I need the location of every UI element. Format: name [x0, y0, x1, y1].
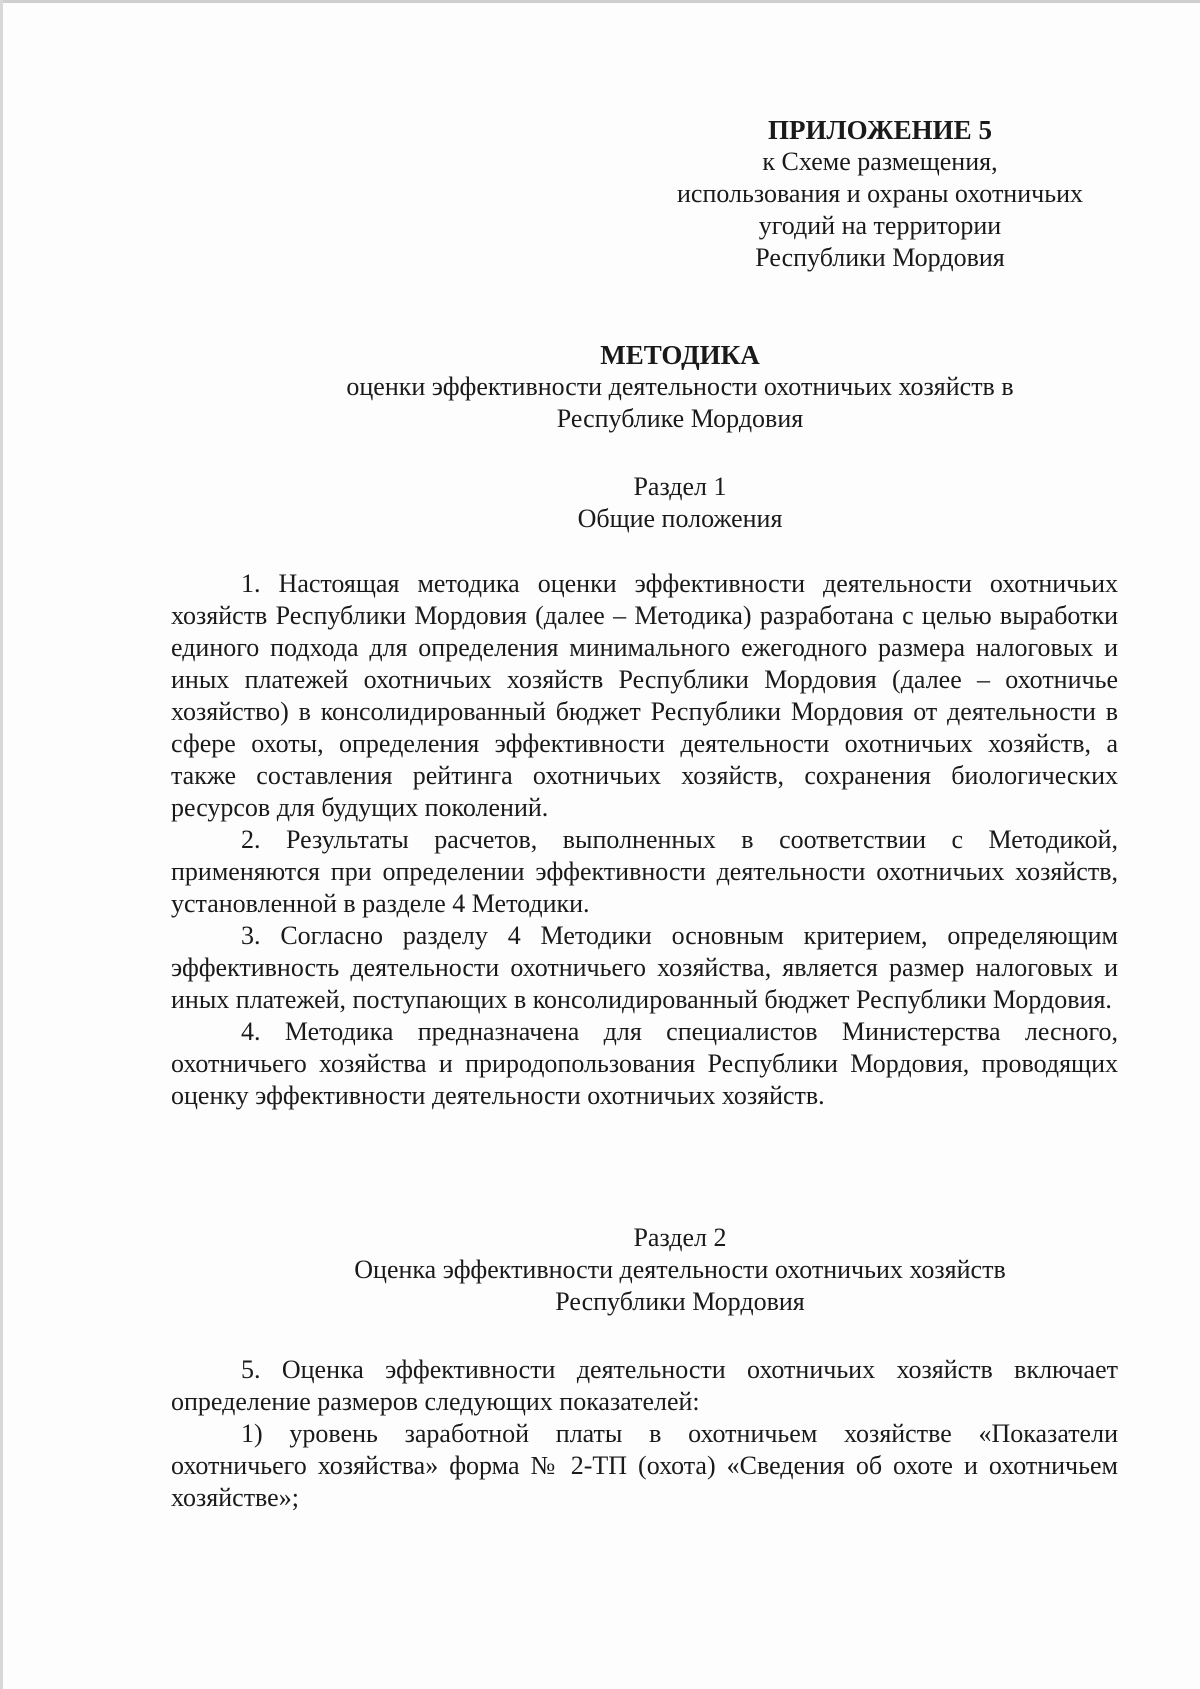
paragraph: 2. Результаты расчетов, выполненных в соответствии с Методикой, применяются при определении эффективности деятельности охотничьих хозяйств, установленной в разделе 4 Методики. [171, 825, 1118, 918]
paragraph: 5. Оценка эффективности деятельности охотничьих хозяйств включает определение размеров следующих показателей: [171, 1355, 1118, 1416]
section-1-body [171, 568, 1118, 1112]
paragraph: 3. Согласно разделу 4 Методики основным критерием, определяющим эффективность деятельности охотничьего хозяйства, является размер налоговых и иных платежей, поступающих в консолидированный бюджет Республики Мордовия. [171, 921, 1118, 1014]
appendix-line: угодий на территории [758, 211, 1002, 240]
appendix-line: Республики Мордовия [755, 243, 1005, 272]
section-1-heading [300, 471, 1060, 535]
section-number: Раздел 2 [633, 1223, 727, 1252]
section-number: Раздел 1 [633, 472, 727, 501]
paragraph: 1. Настоящая методика оценки эффективности деятельности охотничьих хозяйств Республики Мордовия (далее – Методика) разработана с целью выработки единого подхода для определения минимального ежегодного размера налоговых и иных платежей охотничьих хозяйств Республики Мордовия (далее – охотничье хозяйство) в консолидированный бюджет Республики Мордовия от деятельности в сфере охоты, определения эффективности деятельности охотничьих хозяйств, а также составления рейтинга охотничьих хозяйств, сохранения биологических ресурсов для будущих поколений. [171, 569, 1118, 822]
appendix-block [640, 114, 1120, 274]
paragraph: 4. Методика предназначена для специалистов Министерства лесного, охотничьего хозяйства и природопользования Республики Мордовия, проводящих оценку эффективности деятельности охотничьих хозяйств. [171, 1017, 1118, 1110]
appendix-heading: ПРИЛОЖЕНИЕ 5 [768, 115, 992, 145]
section-2-heading [260, 1222, 1100, 1318]
title-heading: МЕТОДИКА [600, 340, 760, 370]
scan-edge [0, 0, 3, 1689]
title-subtitle-line: оценки эффективности деятельности охотничьих хозяйств в [346, 372, 1014, 401]
section-2-body [171, 1354, 1118, 1514]
title-subtitle-line: Республике Мордовия [556, 404, 804, 433]
document-title [200, 339, 1160, 435]
section-name: Общие положения [577, 504, 783, 533]
scan-edge [0, 0, 1200, 3]
appendix-line: использования и охраны охотничьих [677, 179, 1083, 208]
section-name: Республики Мордовия [555, 1287, 805, 1316]
list-item: 1) уровень заработной платы в охотничьем хозяйстве «Показатели охотничьего хозяйства» форма № 2-ТП (охота) «Сведения об охоте и охотничьем хозяйстве»; [171, 1419, 1118, 1512]
section-name: Оценка эффективности деятельности охотничьих хозяйств [354, 1255, 1006, 1284]
appendix-line: к Схеме размещения, [762, 147, 998, 176]
